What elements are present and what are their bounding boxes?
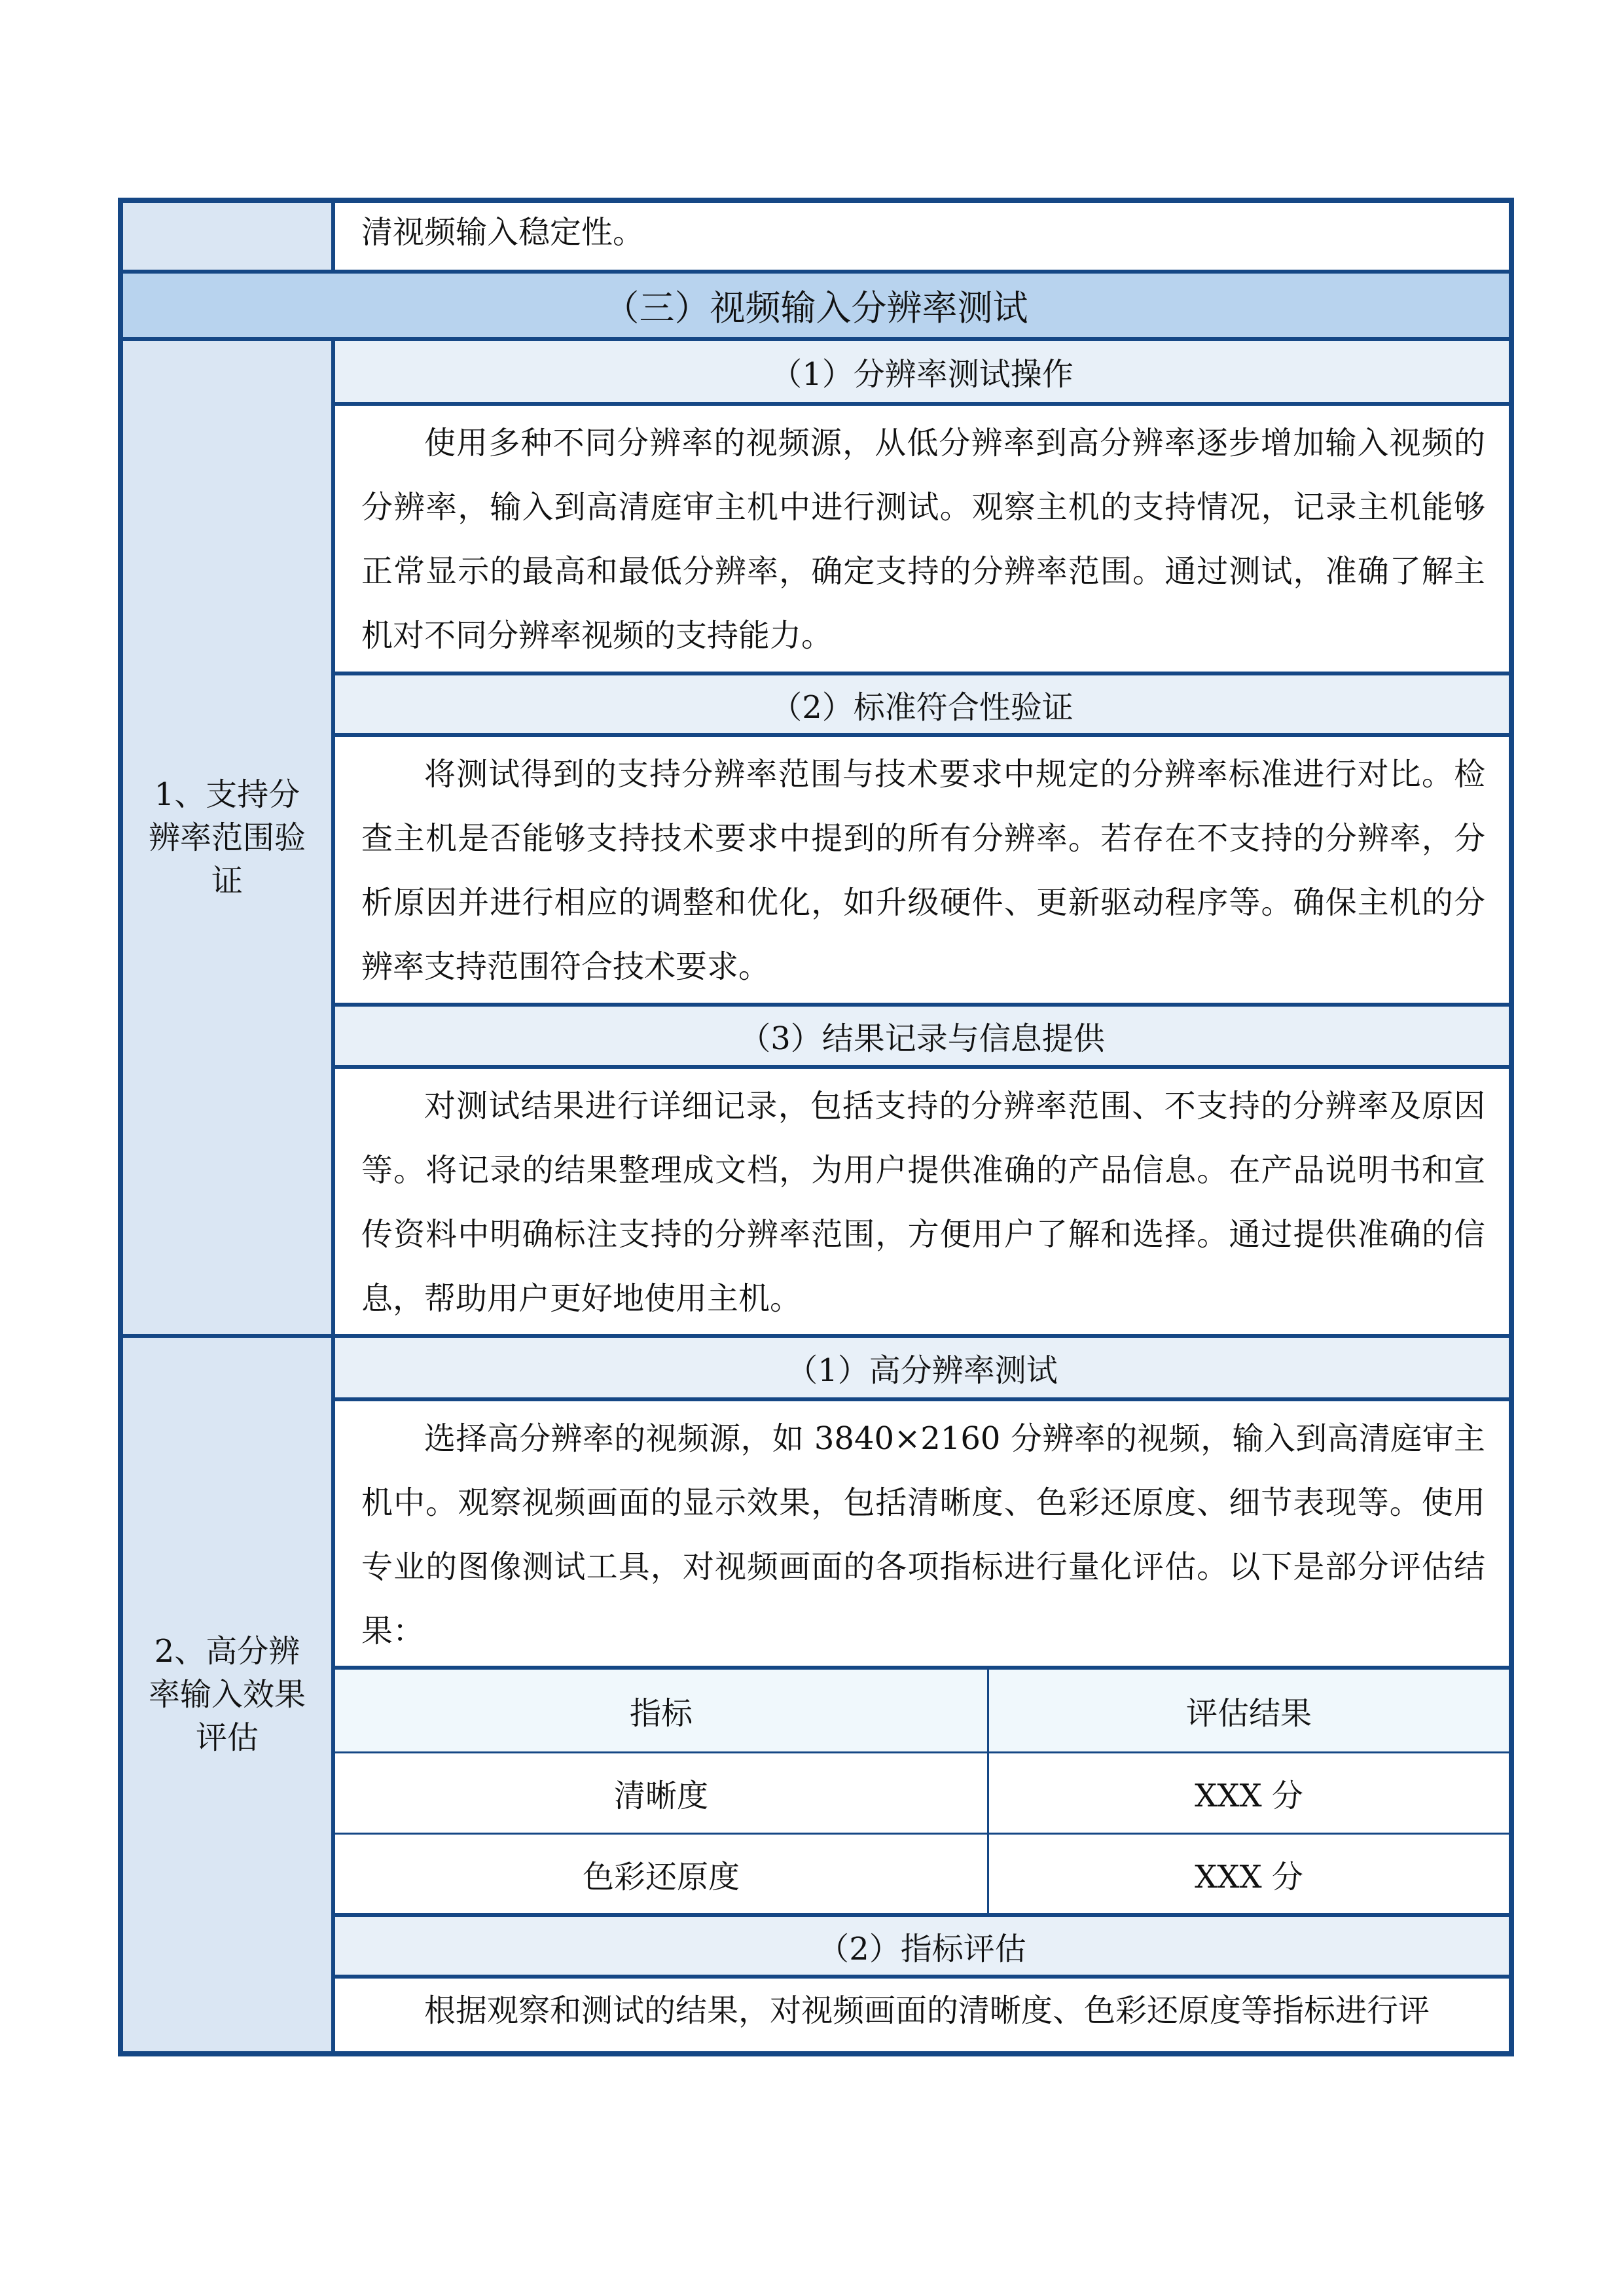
subheading: （2）标准符合性验证 bbox=[335, 675, 1509, 737]
paragraph: 使用多种不同分辨率的视频源，从低分辨率到高分辨率逐步增加输入视频的分辨率，输入到高清庭审主机中进行测试。观察主机的支持情况，记录主机能够正常显示的最高和最低分辨率，确定支持的分辨率范围。通过测试，准确了解主机对不同分辨率视频的支持能力。 bbox=[335, 406, 1509, 675]
eval-header-metric: 指标 bbox=[335, 1670, 989, 1753]
paragraph: 根据观察和测试的结果，对视频画面的清晰度、色彩还原度等指标进行评 bbox=[335, 1979, 1509, 2051]
group-label-2: 2、高分辨率输入效果评估 bbox=[123, 1338, 335, 2051]
group-label-1: 1、支持分辨率范围验证 bbox=[123, 341, 335, 1338]
eval-header-result: 评估结果 bbox=[989, 1670, 1509, 1753]
paragraph: 对测试结果进行详细记录，包括支持的分辨率范围、不支持的分辨率及原因等。将记录的结果整理成文档，为用户提供准确的产品信息。在产品说明书和宣传资料中明确标注支持的分辨率范围，方便用户了解和选择。通过提供准确的信息，帮助用户更好地使用主机。 bbox=[335, 1069, 1509, 1338]
section-title: （三）视频输入分辨率测试 bbox=[123, 274, 1509, 341]
subheading: （3）结果记录与信息提供 bbox=[335, 1007, 1509, 1069]
subheading: （1）高分辨率测试 bbox=[335, 1338, 1509, 1401]
subheading: （1）分辨率测试操作 bbox=[335, 341, 1509, 406]
eval-row-metric: 色彩还原度 bbox=[335, 1835, 989, 1917]
eval-row-result: XXX 分 bbox=[989, 1753, 1509, 1835]
left-cell-empty bbox=[123, 203, 335, 274]
paragraph: 选择高分辨率的视频源，如 3840×2160 分辨率的视频，输入到高清庭审主机中。观察视频画面的显示效果，包括清晰度、色彩还原度、细节表现等。使用专业的图像测试工具，对视频画面的各项指标进行量化评估。以下是部分评估结果： bbox=[335, 1401, 1509, 1670]
document-table bbox=[118, 198, 1514, 2056]
paragraph: 将测试得到的支持分辨率范围与技术要求中规定的分辨率标准进行对比。检查主机是否能够支持技术要求中提到的所有分辨率。若存在不支持的分辨率，分析原因并进行相应的调整和优化，如升级硬件、更新驱动程序等。确保主机的分辨率支持范围符合技术要求。 bbox=[335, 737, 1509, 1007]
continuation-text: 清视频输入稳定性。 bbox=[335, 203, 1509, 274]
eval-row-result: XXX 分 bbox=[989, 1835, 1509, 1917]
eval-row-metric: 清晰度 bbox=[335, 1753, 989, 1835]
subheading: （2）指标评估 bbox=[335, 1917, 1509, 1979]
